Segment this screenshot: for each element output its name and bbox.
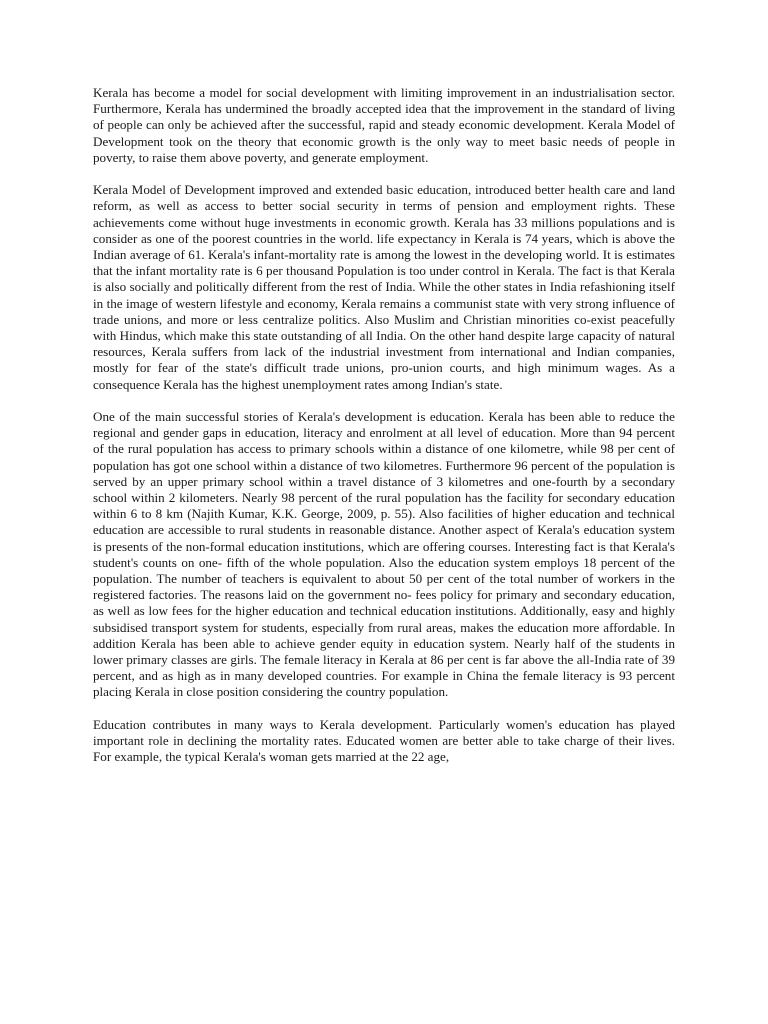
document-page — [93, 85, 675, 765]
paragraph-education-contributions: Education contributes in many ways to Kerala development. Particularly women's education has played important role in declining the mortality rates. Educated women are better able to take charge of their lives. For example, the typical Kerala's woman gets married at the 22 age, — [93, 716, 675, 765]
paragraph-kerala-model-intro: Kerala has become a model for social development with limiting improvement in an industrialisation sector. Furthermore, Kerala has undermined the broadly accepted idea that the improvement in the standard of living of people can only be achieved after the successful, rapid and steady economic development. Kerala Model of Development took on the theory that economic growth is the only way to meet basic needs of people in poverty, to raise them above poverty, and generate employment. — [93, 85, 675, 165]
paragraph-education-success: One of the main successful stories of Kerala's development is education. Kerala has been able to reduce the regional and gender gaps in education, literacy and enrolment at all level of education. More than 94 percent of the rural population has access to primary schools within a distance of one kilometre, while 98 per cent of population has got one school within a distance of two kilometres. Furthermore 96 percent of the population is served by an upper primary school within a travel distance of 3 kilometres and one-fourth by a secondary school within 2 kilometers. Nearly 98 percent of the rural population has the facility for secondary education within 6 to 8 km (Najith Kumar, K.K. George, 2009, p. 55). Also facilities of higher education and technical education are accessible to rural students in reasonable distance. Another aspect of Kerala's education system is presents of the non-formal education institutions, which are offering courses. Interesting fact is that Kerala's student's counts on one- fifth of the whole population. Also the education system employs 18 percent of the population. The number of teachers is equivalent to about 50 per cent of the total number of workers in the registered factories. The reasons laid on the government no- fees policy for primary and secondary education, as well as low fees for the higher education and technical education institutions. Additionally, easy and highly subsidised transport system for students, especially from rural areas, makes the education more affordable. In addition Kerala has been able to achieve gender equity in education system. Nearly half of the students in lower primary classes are girls. The female literacy in Kerala at 86 per cent is far above the all-India rate of 39 percent, and as high as in many developed countries. For example in China the female literacy is 93 percent placing Kerala in close position considering the country population. — [93, 409, 675, 700]
paragraph-kerala-model-achievements: Kerala Model of Development improved and extended basic education, introduced better health care and land reform, as well as access to better social security in terms of pension and employment rights. These achievements come without huge investments in economic growth. Kerala has 33 millions populations and is consider as one of the poorest countries in the world. life expectancy in Kerala is 74 years, which is above the Indian average of 61. Kerala's infant-mortality rate is among the lowest in the developing world. It is estimates that the infant mortality rate is 6 per thousand Population is too under control in Kerala. The fact is that Kerala is also socially and politically different from the rest of India. While the other states in India refashioning itself in the image of western lifestyle and economy, Kerala remains a communist state with very strong influence of trade unions, and more or less centralize politics. Also Muslim and Christian minorities co-exist peacefully with Hindus, which make this state outstanding of all India. On the other hand despite large capacity of natural resources, Kerala suffers from lack of the industrial investment from international and Indian companies, mostly for fear of the state's difficult trade unions, pro-union courts, and high minimum wages. As a consequence Kerala has the highest unemployment rates among Indian's state. — [93, 182, 675, 392]
